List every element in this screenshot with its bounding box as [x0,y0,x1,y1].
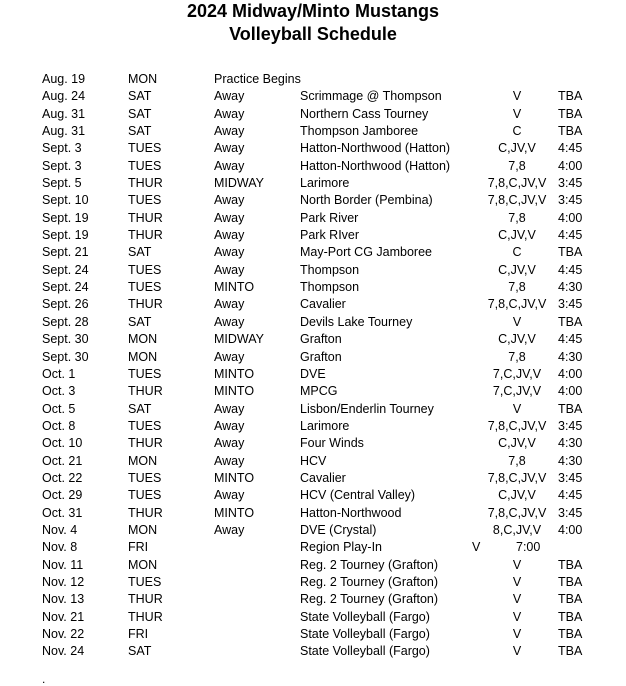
schedule-level: 7,8,C,JV,V [487,193,547,208]
schedule-row [0,175,626,192]
schedule-time: TBA [558,557,583,572]
document-title-line-2: Volleyball Schedule [229,24,397,44]
schedule-time: TBA [558,609,583,624]
schedule-level: 7,8,C,JV,V [487,418,547,433]
schedule-date: Sept. 21 [42,245,89,260]
schedule-day: SAT [128,89,152,104]
schedule-row [0,522,626,539]
schedule-date: Oct. 1 [42,366,76,381]
schedule-level: C,JV,V [498,141,536,156]
schedule-date: Sept. 28 [42,314,89,329]
schedule-date: Oct. 3 [42,384,76,399]
schedule-date: Oct. 22 [42,470,83,485]
schedule-day: FRI [128,627,149,641]
schedule-time: TBA [558,574,583,589]
schedule-day: TUES [128,418,162,433]
schedule-time: 4:45 [558,262,583,277]
schedule-time: 4:00 [558,158,583,173]
schedule-date: Sept. 30 [42,332,89,347]
schedule-site: Away [214,297,245,312]
schedule-opponent: Northern Cass Tourney [300,106,429,121]
schedule-time: 3:45 [558,505,583,520]
schedule-opponent: Park RIver [300,228,360,243]
schedule-opponent: Reg. 2 Tourney (Grafton) [300,557,439,572]
schedule-opponent: May-Port CG Jamboree [300,245,432,260]
schedule-day: TUES [128,470,162,485]
document-title-line-1: 2024 Midway/Minto Mustangs [186,1,440,21]
schedule-row [0,453,626,470]
schedule-site: MINTO [214,384,255,399]
schedule-day: THUR [128,436,163,451]
schedule-level: 7,8 [508,158,526,173]
schedule-site: Away [214,193,245,208]
schedule-date: Aug. 19 [42,72,86,86]
schedule-level: C [512,245,522,260]
schedule-day: SAT [128,245,152,260]
schedule-row [0,470,626,487]
schedule-row [0,192,626,209]
schedule-day: SAT [128,124,152,139]
schedule-date: Oct. 31 [42,505,83,520]
schedule-time: 4:45 [558,228,583,243]
schedule-day: MON [128,349,158,364]
schedule-time: TBA [558,124,583,139]
schedule-site: Away [214,418,245,433]
schedule-day: TUES [128,158,162,173]
schedule-time: 4:00 [558,384,583,399]
schedule-site: MINTO [214,505,255,520]
schedule-day: MON [128,557,158,572]
schedule-time: TBA [558,245,583,260]
schedule-level: 7,8 [508,280,526,295]
schedule-site: Away [214,436,245,451]
schedule-day: SAT [128,314,152,329]
schedule-row [0,106,626,123]
schedule-day: FRI [128,540,149,555]
schedule-day: TUES [128,366,162,381]
schedule-day: TUES [128,141,162,156]
schedule-opponent: DVE [300,366,326,381]
schedule-day: THUR [128,297,163,312]
schedule-time: 4:30 [558,280,583,295]
schedule-time: TBA [558,89,583,104]
footer-dot: . [42,672,46,686]
schedule-site: Away [214,124,245,139]
schedule-level: V [512,106,522,121]
schedule-site: Away [214,262,245,277]
schedule-opponent: Grafton [300,332,342,347]
schedule-opponent: Larimore [300,418,350,433]
schedule-row [0,314,626,331]
schedule-level: C,JV,V [498,436,536,451]
schedule-site: Away [214,228,245,243]
schedule-row [0,158,626,175]
schedule-site: Away [214,141,245,156]
schedule-day: THUR [128,505,163,520]
schedule-opponent: Region Play-In [300,540,382,555]
schedule-site: MIDWAY [214,332,264,347]
schedule-date: Sept. 24 [42,280,89,295]
schedule-opponent: Reg. 2 Tourney (Grafton) [300,592,439,607]
schedule-row [0,140,626,157]
schedule-day: MON [128,332,158,347]
schedule-row [0,383,626,400]
schedule-opponent: Cavalier [300,297,346,312]
schedule-level: 7,C,JV,V [492,384,542,399]
schedule-site: Away [214,453,245,468]
schedule-level: 7,8,C,JV,V [487,297,547,312]
schedule-level: 7,8,C,JV,V [487,176,547,191]
schedule-level: V [512,609,522,624]
schedule-level: 7,8,C,JV,V [487,505,547,520]
schedule-row [0,574,626,591]
schedule-row [0,366,626,383]
schedule-site: Away [214,210,245,225]
schedule-opponent: Hatton-Northwood [300,505,402,520]
schedule-date: Nov. 21 [42,609,85,624]
schedule-row [0,210,626,227]
schedule-site: Away [214,314,245,329]
schedule-level: C,JV,V [498,228,536,243]
schedule-opponent: Lisbon/Enderlin Tourney [300,401,434,416]
schedule-level: V [472,540,481,555]
schedule-day: TUES [128,488,162,503]
schedule-time: 7:00 [516,540,541,555]
schedule-date: Oct. 29 [42,488,83,503]
schedule-opponent: State Volleyball (Fargo) [300,609,430,624]
schedule-site: Away [214,89,245,104]
schedule-opponent: Thompson [300,262,360,277]
schedule-row [0,123,626,140]
schedule-row [0,227,626,244]
schedule-time: 4:00 [558,210,583,225]
schedule-opponent: Devils Lake Tourney [300,314,413,329]
schedule-time: 4:45 [558,332,583,347]
schedule-date: Nov. 13 [42,592,85,607]
schedule-day: TUES [128,193,162,208]
schedule-date: Oct. 5 [42,401,76,416]
schedule-opponent: State Volleyball (Fargo) [300,644,430,659]
schedule-level: V [512,627,522,641]
schedule-level: C,JV,V [498,262,536,277]
schedule-level: V [512,557,522,572]
schedule-day: THUR [128,176,163,191]
schedule-day: MON [128,522,158,537]
schedule-time: 4:45 [558,141,583,156]
schedule-site: Away [214,401,245,416]
schedule-row [0,539,626,556]
schedule-date: Sept. 30 [42,349,89,364]
schedule-time: 4:30 [558,453,583,468]
schedule-date: Nov. 8 [42,540,78,555]
schedule-time: TBA [558,314,583,329]
schedule-site: Away [214,158,245,173]
schedule-site: MINTO [214,470,255,485]
schedule-site: Away [214,522,245,537]
schedule-date: Aug. 24 [42,89,86,104]
schedule-day: MON [128,453,158,468]
schedule-opponent: North Border (Pembina) [300,193,433,208]
schedule-day: TUES [128,574,162,589]
schedule-opponent: State Volleyball (Fargo) [300,627,430,641]
schedule-level: 7,8 [508,210,526,225]
schedule-row [0,262,626,279]
schedule-opponent: Larimore [300,176,350,191]
schedule-date: Sept. 26 [42,297,89,312]
schedule-date: Sept. 10 [42,193,89,208]
schedule-date: Oct. 21 [42,453,83,468]
schedule-row [0,401,626,418]
schedule-time: 3:45 [558,193,583,208]
schedule-row [0,71,626,88]
schedule-level: V [512,314,522,329]
schedule-date: Sept. 24 [42,262,89,277]
schedule-opponent: HCV (Central Valley) [300,488,416,503]
schedule-row [0,88,626,105]
schedule-row [0,244,626,261]
schedule-row [0,591,626,608]
schedule-opponent: Four Winds [300,436,364,451]
schedule-level: 8,C,JV,V [492,522,542,537]
schedule-day: SAT [128,644,152,659]
schedule-date: Oct. 8 [42,418,76,433]
schedule-opponent: DVE (Crystal) [300,522,377,537]
schedule-level: V [512,574,522,589]
schedule-level: C,JV,V [498,332,536,347]
schedule-opponent: Grafton [300,349,342,364]
schedule-time: 3:45 [558,176,583,191]
schedule-row [0,279,626,296]
schedule-opponent: Hatton-Northwood (Hatton) [300,158,451,173]
schedule-row [0,349,626,366]
schedule-site: Practice Begins [214,72,301,86]
schedule-day: THUR [128,592,163,607]
schedule-time: 3:45 [558,297,583,312]
schedule-row [0,609,626,626]
schedule-opponent: Reg. 2 Tourney (Grafton) [300,574,439,589]
schedule-day: SAT [128,106,152,121]
schedule-time: 4:00 [558,522,583,537]
schedule-opponent: Scrimmage @ Thompson [300,89,442,104]
schedule-time: 4:30 [558,349,583,364]
schedule-opponent: Thompson [300,280,360,295]
schedule-time: TBA [558,592,583,607]
schedule-opponent: HCV [300,453,327,468]
schedule-row [0,643,626,660]
schedule-level: C,JV,V [498,488,536,503]
schedule-level: 7,C,JV,V [492,366,542,381]
schedule-row [0,435,626,452]
schedule-site: Away [214,488,245,503]
schedule-date: Sept. 19 [42,228,89,243]
schedule-time: TBA [558,106,583,121]
schedule-time: 3:45 [558,418,583,433]
schedule-date: Nov. 22 [42,627,85,641]
schedule-row [0,626,626,643]
schedule-row [0,296,626,313]
schedule-site: Away [214,245,245,260]
schedule-date: Nov. 4 [42,522,78,537]
schedule-day: TUES [128,262,162,277]
schedule-day: THUR [128,609,163,624]
schedule-date: Aug. 31 [42,106,86,121]
schedule-opponent: Hatton-Northwood (Hatton) [300,141,451,156]
schedule-date: Sept. 5 [42,176,82,191]
schedule-time: TBA [558,627,583,641]
schedule-row [0,487,626,504]
schedule-row [0,505,626,522]
schedule-time: 4:30 [558,436,583,451]
schedule-date: Aug. 31 [42,124,86,139]
schedule-site: Away [214,349,245,364]
schedule-opponent: Cavalier [300,470,346,485]
schedule-date: Sept. 19 [42,210,89,225]
schedule-day: TUES [128,280,162,295]
schedule-time: TBA [558,401,583,416]
schedule-level: 7,8 [508,453,526,468]
schedule-date: Sept. 3 [42,158,82,173]
schedule-time: 3:45 [558,470,583,485]
schedule-row [0,557,626,574]
schedule-day: THUR [128,384,163,399]
schedule-level: V [512,592,522,607]
schedule-date: Nov. 24 [42,644,85,659]
schedule-opponent: Thompson Jamboree [300,124,419,139]
schedule-opponent: Park River [300,210,359,225]
schedule-site: MINTO [214,366,255,381]
schedule-time: 4:00 [558,366,583,381]
schedule-level: V [512,401,522,416]
schedule-time: TBA [558,644,583,659]
schedule-time: 4:45 [558,488,583,503]
schedule-day: THUR [128,210,163,225]
schedule-site: Away [214,106,245,121]
schedule-date: Nov. 11 [42,557,84,572]
schedule-level: V [512,89,522,104]
schedule-day: THUR [128,228,163,243]
schedule-day: MON [128,72,158,86]
schedule-level: 7,8,C,JV,V [487,470,547,485]
schedule-date: Nov. 12 [42,574,85,589]
schedule-site: MINTO [214,280,255,295]
schedule-site: MIDWAY [214,176,264,191]
schedule-day: SAT [128,401,152,416]
schedule-date: Oct. 10 [42,436,83,451]
schedule-level: 7,8 [508,349,526,364]
schedule-level: V [512,644,522,659]
schedule-row [0,331,626,348]
schedule-level: C [512,124,522,139]
schedule-opponent: MPCG [300,384,338,399]
schedule-row [0,418,626,435]
schedule-table [0,71,626,661]
schedule-date: Sept. 3 [42,141,82,156]
